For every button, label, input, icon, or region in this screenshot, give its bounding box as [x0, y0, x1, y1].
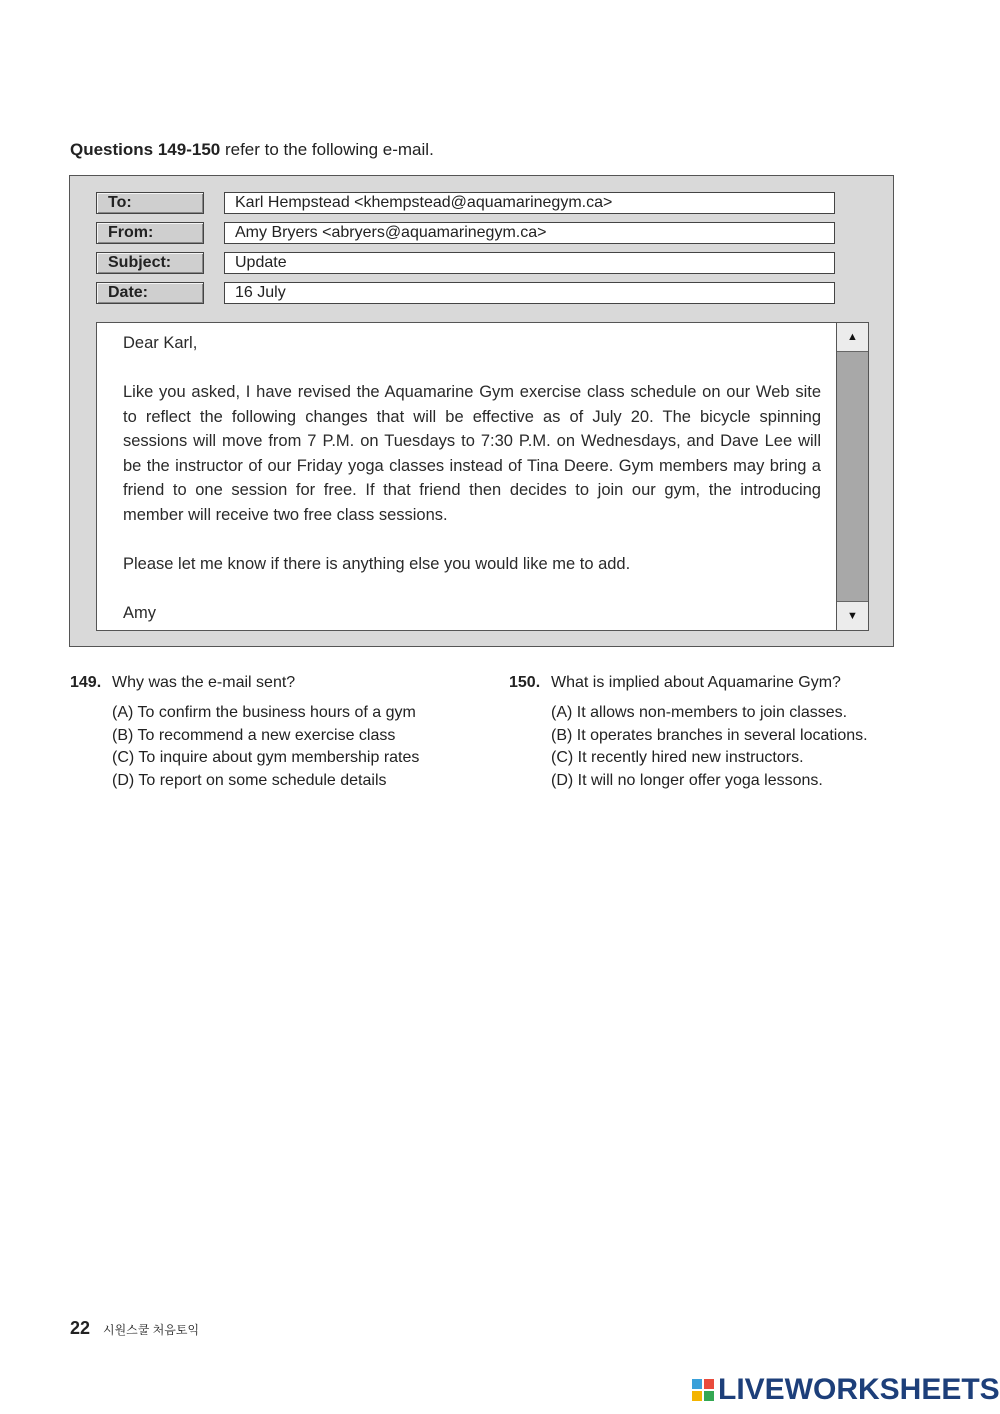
vertical-scrollbar[interactable] [836, 323, 868, 630]
option-c[interactable]: (C) It recently hired new instructors. [551, 749, 804, 766]
page-number: 22 [70, 1318, 91, 1338]
to-field[interactable]: Karl Hempstead <khempstead@aquamarinegym.ca> [224, 192, 835, 214]
answer-options [112, 702, 470, 792]
email-body-pane[interactable] [96, 322, 869, 631]
answer-options [551, 702, 909, 792]
brand-name: LIVEWORKSHEETS [718, 1373, 1000, 1406]
option-b[interactable]: (B) To recommend a new exercise class [112, 726, 396, 744]
book-title: 시원스쿨 처음토익 [103, 1323, 200, 1337]
section-intro [70, 140, 434, 160]
option-d[interactable]: (D) To report on some schedule details [112, 771, 387, 789]
date-field[interactable]: 16 July [224, 282, 835, 304]
option-b[interactable]: (B) It operates branches in several locations. [551, 726, 868, 744]
questions-range: Questions 149-150 [70, 140, 221, 159]
question-text: Why was the e-mail sent? [112, 674, 296, 691]
scroll-up-button[interactable] [837, 323, 868, 352]
email-signature: Amy [123, 603, 156, 622]
from-label: From: [96, 222, 204, 244]
to-label: To: [96, 192, 204, 214]
logo-icon [692, 1379, 714, 1401]
email-greeting: Dear Karl, [123, 334, 198, 352]
question-number: 150. [509, 674, 541, 691]
subject-field[interactable]: Update [224, 252, 835, 274]
question-149 [70, 674, 470, 792]
triangle-down-icon: ▼ [847, 610, 858, 622]
triangle-up-icon: ▲ [847, 331, 858, 343]
scroll-down-button[interactable] [837, 601, 868, 630]
option-a[interactable]: (A) To confirm the business hours of a gym [112, 704, 416, 721]
question-number: 149. [70, 674, 102, 691]
date-label: Date: [96, 282, 204, 304]
intro-text: refer to the following e-mail. [220, 140, 434, 159]
option-c[interactable]: (C) To inquire about gym membership rates [112, 749, 420, 766]
subject-label: Subject: [96, 252, 204, 274]
email-window [69, 175, 894, 647]
from-field[interactable]: Amy Bryers <abryers@aquamarinegym.ca> [224, 222, 835, 244]
email-body [123, 331, 821, 625]
liveworksheets-logo [692, 1372, 1000, 1408]
email-paragraph-2: Please let me know if there is anything else you would like me to add. [123, 554, 631, 573]
email-paragraph-1: Like you asked, I have revised the Aquamarine Gym exercise class schedule on our Web site to reflect the following changes that will be effective as of July 20. The bicycle spinning sessions will move from 7 P.M. on Tuesdays to 7:30 P.M. on Wednesdays, and Dave Lee will be the instructor of our Friday yoga classes instead of Tina Deere. Gym members may bring a friend to one session for free. If that friend then decides to join our gym, the introducing member will receive two free class sessions. [123, 383, 821, 524]
option-a[interactable]: (A) It allows non-members to join classes. [551, 704, 848, 721]
question-150 [509, 674, 909, 792]
option-d[interactable]: (D) It will no longer offer yoga lessons. [551, 771, 823, 789]
question-text: What is implied about Aquamarine Gym? [551, 674, 841, 691]
